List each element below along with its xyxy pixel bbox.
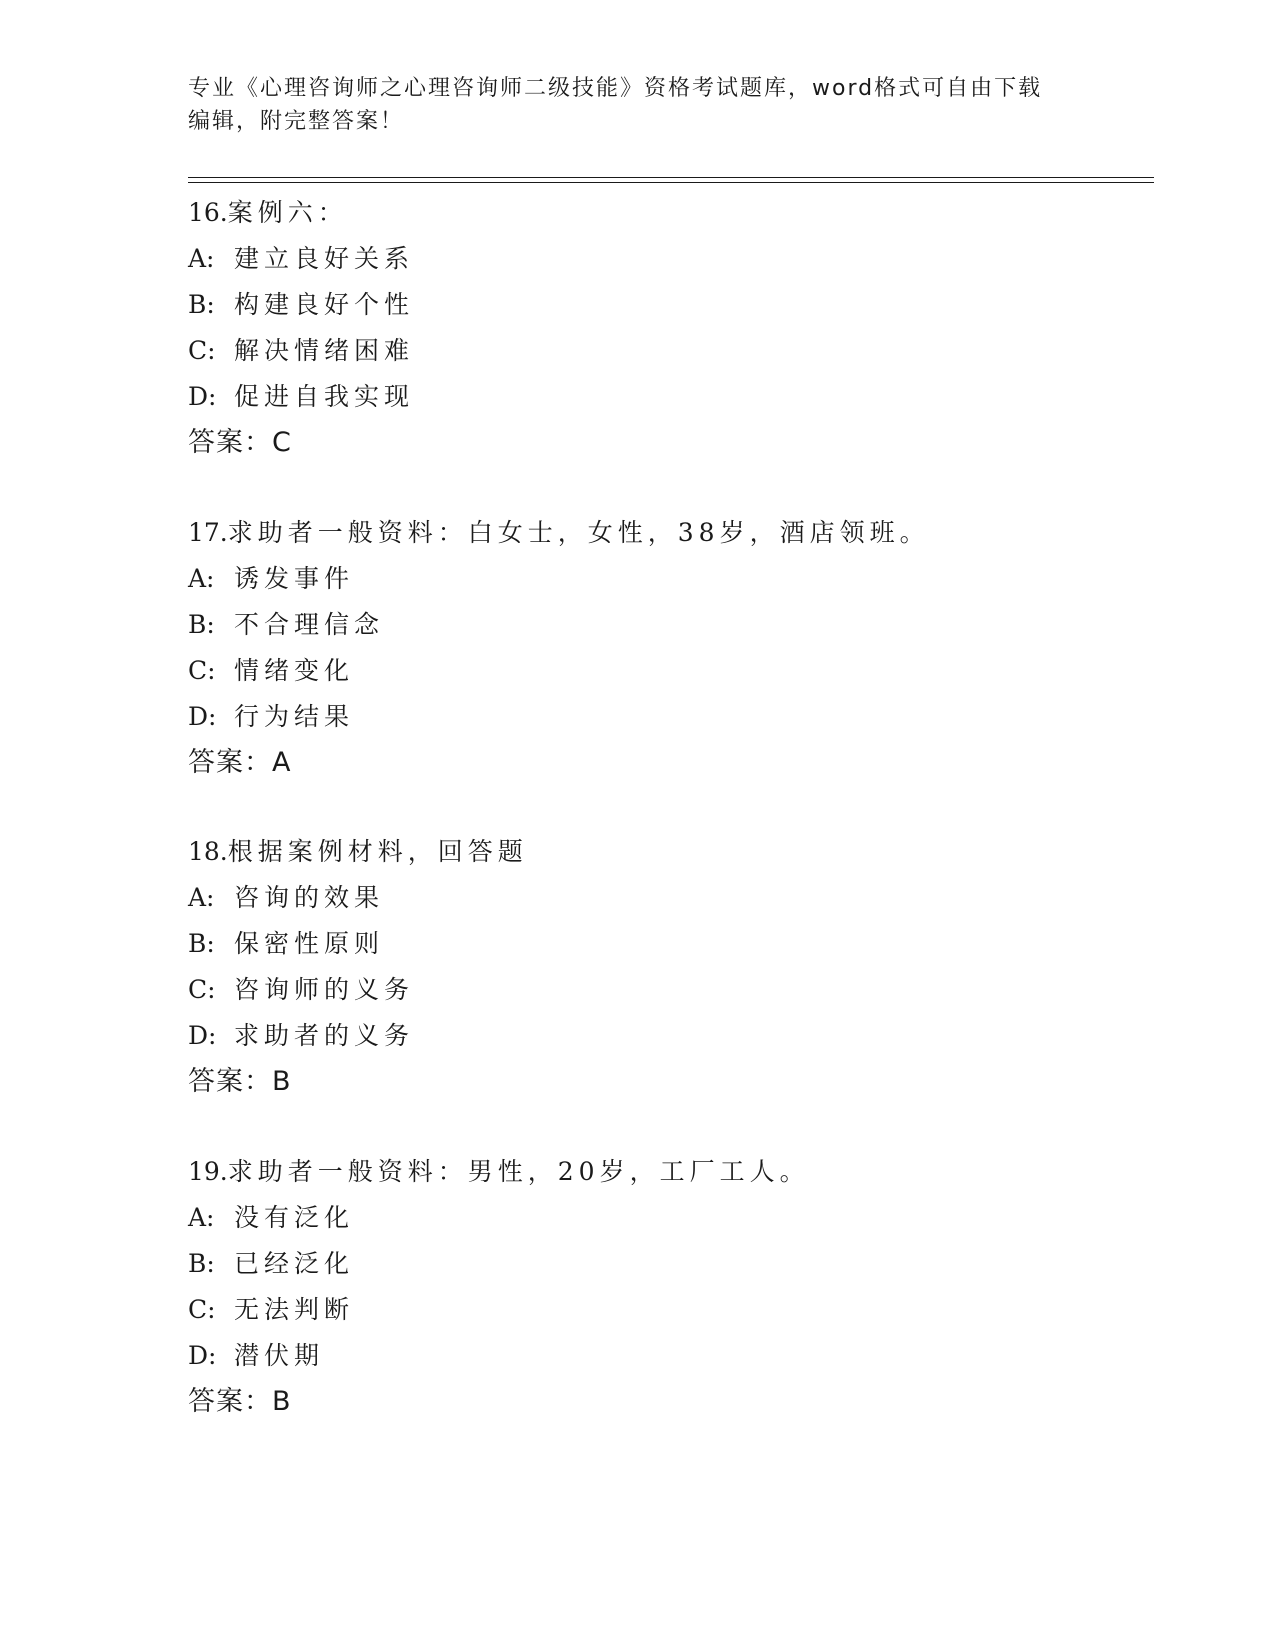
header-rule-top <box>188 177 1154 178</box>
question-text: 案例六： <box>227 198 348 227</box>
option-key: A: <box>188 244 215 273</box>
option-key: A: <box>188 1203 215 1232</box>
question-text: 求助者一般资料：男性，20岁，工厂工人。 <box>227 1157 810 1186</box>
option-text: 行为结果 <box>234 702 355 731</box>
header-rule-bottom <box>188 182 1154 183</box>
question-number: 16. <box>188 198 228 227</box>
question-stem <box>188 190 1148 236</box>
question-text: 求助者一般资料：白女士，女性，38岁，酒店领班。 <box>227 518 930 547</box>
answer-value: C <box>272 427 292 458</box>
question-stem <box>188 510 1148 556</box>
option-key: B: <box>188 610 215 639</box>
option-text: 促进自我实现 <box>234 382 415 411</box>
option-key: C: <box>188 975 216 1004</box>
option-text: 求助者的义务 <box>234 1021 415 1050</box>
question-16 <box>188 190 1148 466</box>
option-key: A: <box>188 564 215 593</box>
answer-value: B <box>272 1386 292 1417</box>
option-text: 潜伏期 <box>234 1341 325 1370</box>
header-line-2: 编辑，附完整答案！ <box>188 109 405 134</box>
option-a <box>188 1195 1148 1241</box>
answer-line <box>188 1379 1148 1425</box>
option-b <box>188 282 1148 328</box>
option-text: 没有泛化 <box>234 1203 355 1232</box>
option-d <box>188 1013 1148 1059</box>
option-text: 已经泛化 <box>234 1249 355 1278</box>
option-text: 构建良好个性 <box>234 290 415 319</box>
option-text: 解决情绪困难 <box>234 336 415 365</box>
option-key: C: <box>188 1295 216 1324</box>
header-line-1: 专业《心理咨询师之心理咨询师二级技能》资格考试题库，word格式可自由下载 <box>188 76 1043 101</box>
question-17 <box>188 510 1148 786</box>
question-text: 根据案例材料，回答题 <box>227 837 528 866</box>
answer-line <box>188 1059 1148 1105</box>
option-text: 不合理信念 <box>234 610 385 639</box>
option-d <box>188 374 1148 420</box>
question-18 <box>188 829 1148 1105</box>
option-d <box>188 1333 1148 1379</box>
option-c <box>188 1287 1148 1333</box>
option-key: D: <box>188 382 217 411</box>
option-text: 诱发事件 <box>234 564 355 593</box>
option-key: D: <box>188 1341 217 1370</box>
option-text: 无法判断 <box>234 1295 355 1324</box>
option-key: B: <box>188 929 215 958</box>
answer-label: 答案： <box>188 747 272 778</box>
option-key: B: <box>188 1249 215 1278</box>
option-text: 咨询师的义务 <box>234 975 415 1004</box>
option-text: 情绪变化 <box>234 656 355 685</box>
option-text: 建立良好关系 <box>234 244 415 273</box>
question-19 <box>188 1149 1148 1425</box>
option-d <box>188 694 1148 740</box>
question-stem <box>188 829 1148 875</box>
option-key: D: <box>188 1021 217 1050</box>
option-text: 咨询的效果 <box>234 883 385 912</box>
document-header <box>188 72 1068 138</box>
option-key: A: <box>188 883 215 912</box>
option-a <box>188 875 1148 921</box>
option-a <box>188 236 1148 282</box>
option-key: D: <box>188 702 217 731</box>
option-c <box>188 967 1148 1013</box>
option-a <box>188 556 1148 602</box>
answer-line <box>188 420 1148 466</box>
question-number: 17. <box>188 518 228 547</box>
option-b <box>188 921 1148 967</box>
answer-label: 答案： <box>188 1066 272 1097</box>
question-number: 19. <box>188 1157 228 1186</box>
option-b <box>188 1241 1148 1287</box>
answer-line <box>188 740 1148 786</box>
answer-label: 答案： <box>188 427 272 458</box>
option-key: C: <box>188 656 216 685</box>
answer-value: B <box>272 1066 292 1097</box>
option-key: B: <box>188 290 215 319</box>
option-key: C: <box>188 336 216 365</box>
question-stem <box>188 1149 1148 1195</box>
option-c <box>188 328 1148 374</box>
option-c <box>188 648 1148 694</box>
answer-value: A <box>272 747 292 778</box>
option-b <box>188 602 1148 648</box>
answer-label: 答案： <box>188 1386 272 1417</box>
question-number: 18. <box>188 837 228 866</box>
option-text: 保密性原则 <box>234 929 385 958</box>
